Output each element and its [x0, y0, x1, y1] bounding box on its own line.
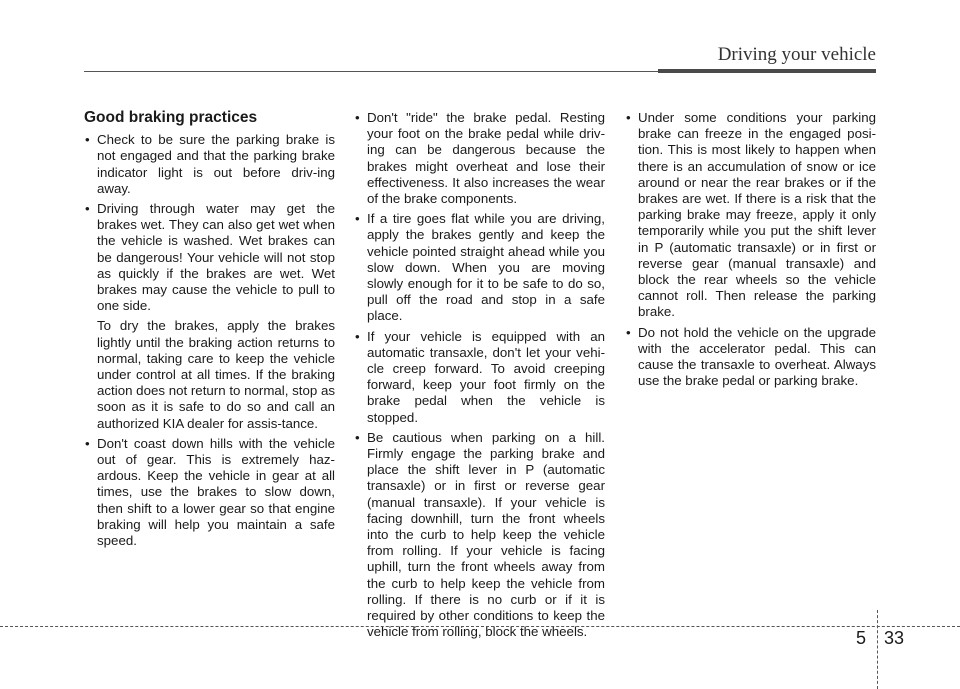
bullet-list [84, 132, 335, 549]
list-item: • Under some conditions your parking brake can freeze in the engaged posi-tion. This is most likely to happen when there is an accumulation of snow or ice around or near the rear brakes or if the brakes are wet. If there is a risk that the parking brake may freeze, apply it only temporarily while you put the shift lever in P (automatic transaxle) or in first or reverse gear (manual transaxle) and block the rear wheels so the vehicle cannot roll. Then release the parking brake. [625, 110, 876, 321]
list-item: • Do not hold the vehicle on the upgrade with the accelerator pedal. This can cause the transaxle to overheat. Always use the brake pedal or parking brake. [625, 325, 876, 390]
chapter-number: 5 [856, 628, 867, 648]
column-right [625, 110, 876, 393]
list-item: • If a tire goes flat while you are driving, apply the brakes gently and keep the vehicle pointed straight ahead while you slow down. When you are moving slowly enough for it to be safe to do so, pull off the road and stop in a safe place. [354, 211, 605, 324]
column-middle [354, 110, 605, 645]
list-item-text: Driving through water may get the brakes wet. They can also get wet when the vehicle is washed. Wet brakes can be dangerous! Your vehicle will not stop as quickly if the brakes are wet. Wet brakes may cause the vehicle to pull to one side. [97, 201, 335, 314]
bullet-list [625, 110, 876, 389]
footer-divider [877, 610, 878, 689]
list-item [84, 201, 335, 432]
page-number: 33 [884, 628, 905, 648]
running-header-title: Driving your vehicle [717, 44, 876, 65]
section-heading: Good braking practices [84, 109, 258, 126]
list-item: • Don't "ride" the brake pedal. Resting your foot on the brake pedal while driv-ing can be dangerous because the brakes might overheat and lose their effectiveness. It also increases the wear of the brake components. [354, 110, 605, 207]
footer-rule [0, 626, 960, 627]
list-item: • If your vehicle is equipped with an automatic transaxle, don't let your vehi-cle creep forward. To avoid creeping forward, keep your foot firmly on the brake pedal when the vehicle is stopped. [354, 329, 605, 426]
list-item: • Don't coast down hills with the vehicle out of gear. This is extremely haz-ardous. Keep the vehicle in gear at all times, use the brakes to slow down, then shift to a lower gear so that engine braking will help you maintain a safe speed. [84, 436, 335, 549]
list-item: • Be cautious when parking on a hill. Firmly engage the parking brake and place the shift lever in P (automatic transaxle) or in first or reverse gear (manual transaxle). If your vehicle is facing downhill, turn the front wheels into the curb to help keep the vehicle from rolling. If your vehicle is facing uphill, turn the front wheels away from the curb to help keep the vehicle from rolling. If there is no curb or if it is required by other conditions to keep the vehicle from rolling, block the wheels. [354, 430, 605, 641]
list-item-continuation: To dry the brakes, apply the brakes lightly until the braking action returns to normal, taking care to keep the vehicle under control at all times. If the braking action does not return to normal, stop as soon as it is safe to do so and call an authorized KIA dealer for assis-tance. [97, 318, 336, 431]
column-left [84, 110, 335, 553]
list-item: • Check to be sure the parking brake is not engaged and that the parking brake indicator light is out before driv-ing away. [84, 132, 335, 197]
header-accent-bar [658, 69, 876, 73]
bullet-list [354, 110, 605, 641]
